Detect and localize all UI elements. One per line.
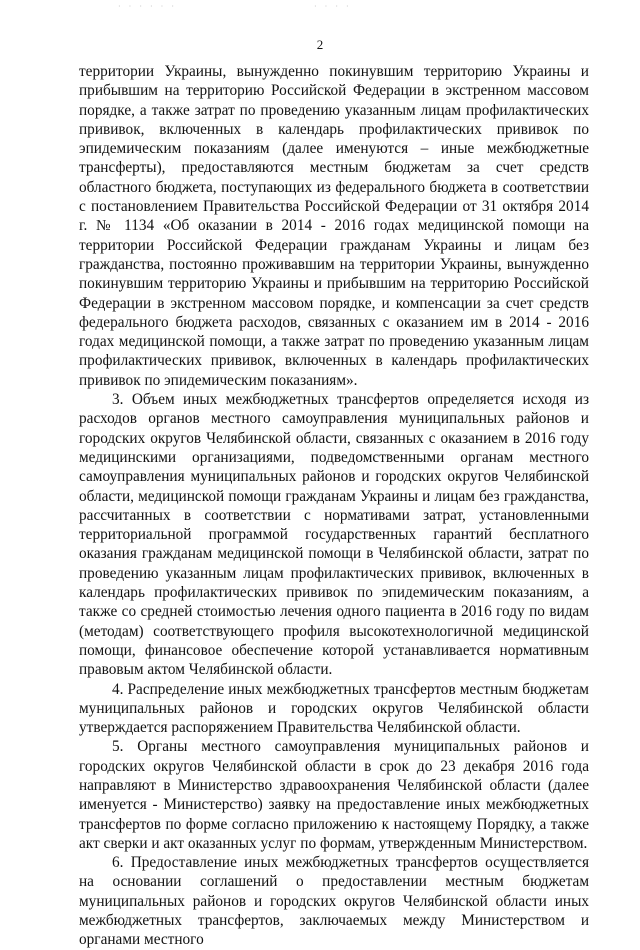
paragraph-5: 5. Органы местного самоуправления муниципальных районов и городских округов Челябинской области в срок до 23 декабря 2016 года направляют в Министерство здравоохранения Челябинской области (далее именуется - Министерство) заявку на предоставление иных межбюджетных трансфертов по форме согласно приложению к настоящему Порядку, а также акт сверки и акт оказанных услуг по формам, утвержденным Министерством. [79, 738, 589, 852]
page-number: 2 [316, 37, 324, 52]
paragraph-6: 6. Предоставление иных межбюджетных трансфертов осуществляется на основании соглашений о предоставлении местным бюджетам муниципальных районов и городских округов Челябинской области иных межбюджетных трансфертов, заключаемых между Министерством и органами местного [79, 854, 589, 949]
paragraph-3: 3. Объем иных межбюджетных трансфертов определяется исходя из расходов органов местного самоуправления муниципальных районов и городских округов Челябинской области, связанных с оказанием в 2016 году медицинскими организациями, подведомственными органам местного самоуправления муниципальных районов и городских округов Челябинской области, медицинской помощи гражданам Украины и лицам без гражданства, рассчитанных в соответствии с нормативами затрат, установленными территориальной программой государственных гарантий бесплатного оказания гражданам медицинской помощи в Челябинской области, затрат по проведению указанным лицам профилактических прививок, включенных в календарь профилактических прививок по эпидемическим показаниям, а также со средней стоимостью лечения одного пациента в 2016 году по видам (методам) соответствующего профиля высокотехнологичной медицинской помощи, финансовое обеспечение которой устанавливается нормативным правовым актом Челябинской области. [79, 391, 589, 679]
scan-artifact: · · · · [314, 2, 352, 11]
scan-artifact: · · · · · · [118, 2, 177, 11]
paragraph-continuation: территории Украины, вынужденно покинувшим территорию Украины и прибывшим на территорию Российской Федерации в экстренном массовом порядке, а также затрат по проведению указанным лицам профилактических прививок, включенных в календарь профилактических прививок по эпидемическим показаниям (далее именуются – иные межбюджетные трансферты), предоставляются местным бюджетам за счет средств областного бюджета, поступающих из федерального бюджета в соответствии с постановлением Правительства Российской Федерации от 31 октября 2014 г. № 1134 «Об оказании в 2014 - 2016 годах медицинской помощи на территории Российской Федерации гражданам Украины и лицам без гражданства, постоянно проживавшим на территории Украины, вынужденно покинувшим территорию Украины и прибывшим на территорию Российской Федерации в экстренном массовом порядке, и компенсации за счет средств федерального бюджета расходов, связанных с оказанием им в 2014 - 2016 годах медицинской помощи, а также затрат по проведению указанным лицам профилактических прививок, включенных в календарь профилактических прививок по эпидемическим показаниям». [79, 63, 589, 389]
document-body [79, 62, 589, 950]
paragraph-4: 4. Распределение иных межбюджетных трансфертов местным бюджетам муниципальных районов и городских округов Челябинской области утверждается распоряжением Правительства Челябинской области. [79, 680, 589, 737]
